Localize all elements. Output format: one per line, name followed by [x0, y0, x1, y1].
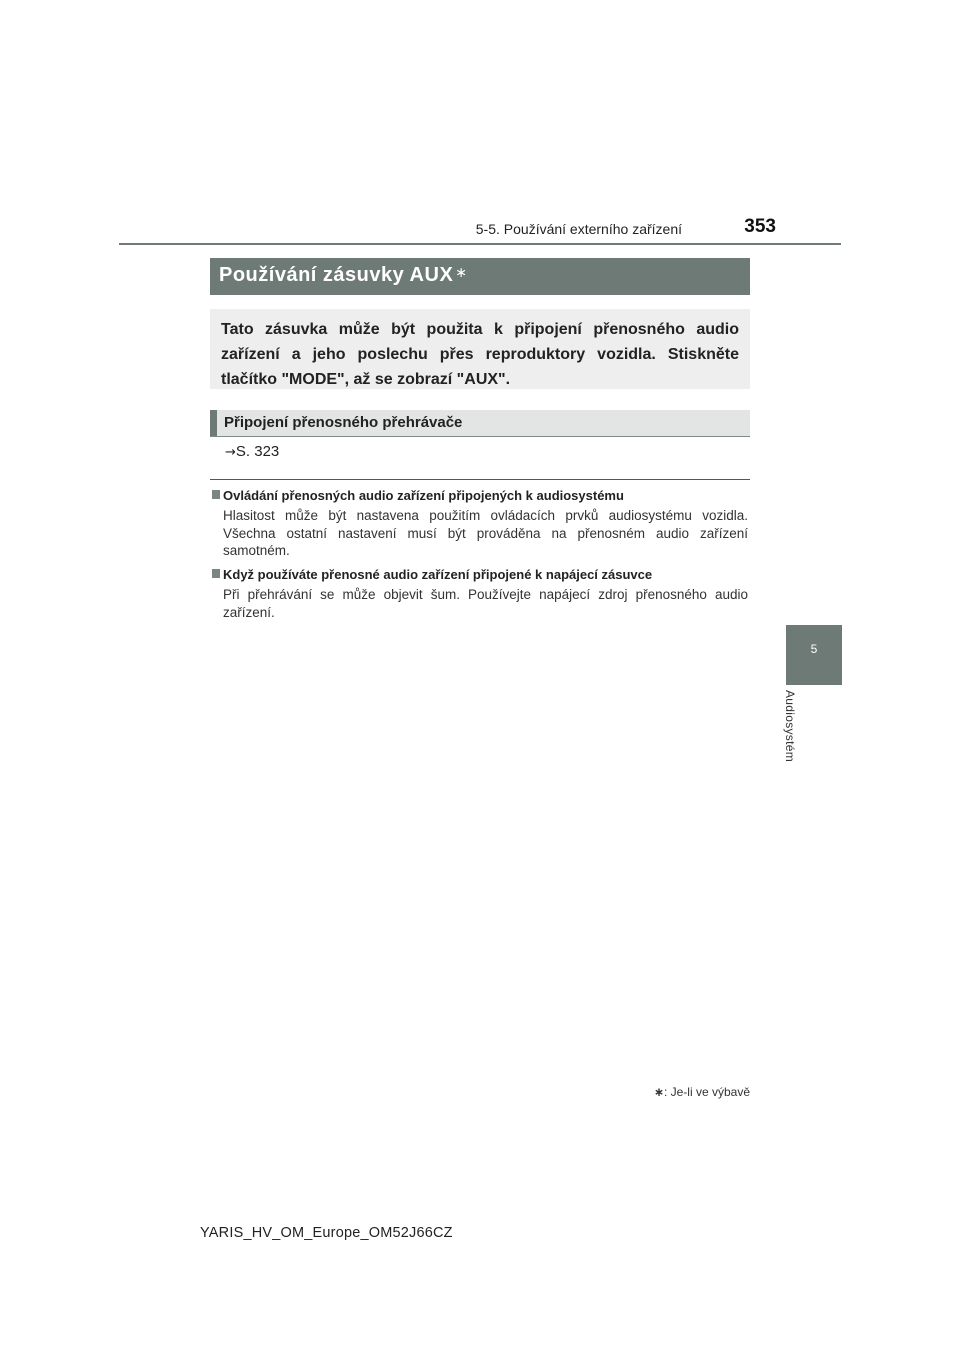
chapter-label	[775, 690, 815, 780]
chapter-number: 5	[810, 642, 818, 656]
document-code: YARIS_HV_OM_Europe_OM52J66CZ	[200, 1225, 453, 1241]
page-title	[219, 264, 468, 287]
page-title-bar	[210, 258, 750, 295]
chapter-tab	[786, 625, 842, 685]
note-title: Ovládání přenosných audio zařízení připojených k audiosystému	[223, 488, 624, 503]
subsection-title: Připojení přenosného přehrávače	[224, 414, 463, 431]
arrow-right-icon: →	[225, 445, 236, 460]
note-item	[212, 566, 748, 621]
page-number: 353	[744, 216, 776, 237]
chapter-name: Audiosystém	[783, 690, 797, 762]
intro-text: Tato zásuvka může být použita k připojení přenosného audio zařízení a jeho poslechu přes reproduktory vozidla. Stiskněte tlačítko "MODE", až se zobrazí "AUX".	[221, 321, 739, 388]
asterisk-icon: ∗	[653, 1085, 664, 1099]
header-section-title: 5-5. Používání externího zařízení	[475, 221, 682, 237]
note-body: Při přehrávání se může objevit šum. Používejte napájecí zdroj přenosného audio zařízení.	[223, 587, 748, 620]
footnote	[560, 1085, 750, 1099]
subsection-header	[210, 410, 750, 437]
note-title: Když používáte přenosné audio zařízení připojené k napájecí zásuvce	[223, 567, 653, 582]
page-reference[interactable]	[225, 443, 279, 460]
note-item	[212, 487, 748, 560]
asterisk-icon: ∗	[455, 264, 468, 280]
intro-box	[210, 309, 750, 389]
square-bullet-icon	[212, 490, 220, 499]
footnote-text: : Je-li ve výbavě	[663, 1085, 750, 1099]
section-divider	[210, 479, 750, 480]
note-body: Hlasitost může být nastavena použitím ovládacích prvků audiosystému vozidla. Všechna ostatní nastavení musí být prováděna na přenosném audio zařízení samotném.	[223, 508, 748, 558]
square-bullet-icon	[212, 569, 220, 578]
page-reference-text: S. 323	[235, 443, 280, 460]
subsection-accent	[210, 410, 217, 436]
header-rule	[119, 243, 841, 245]
page-title-text: Používání zásuvky AUX	[219, 264, 454, 286]
